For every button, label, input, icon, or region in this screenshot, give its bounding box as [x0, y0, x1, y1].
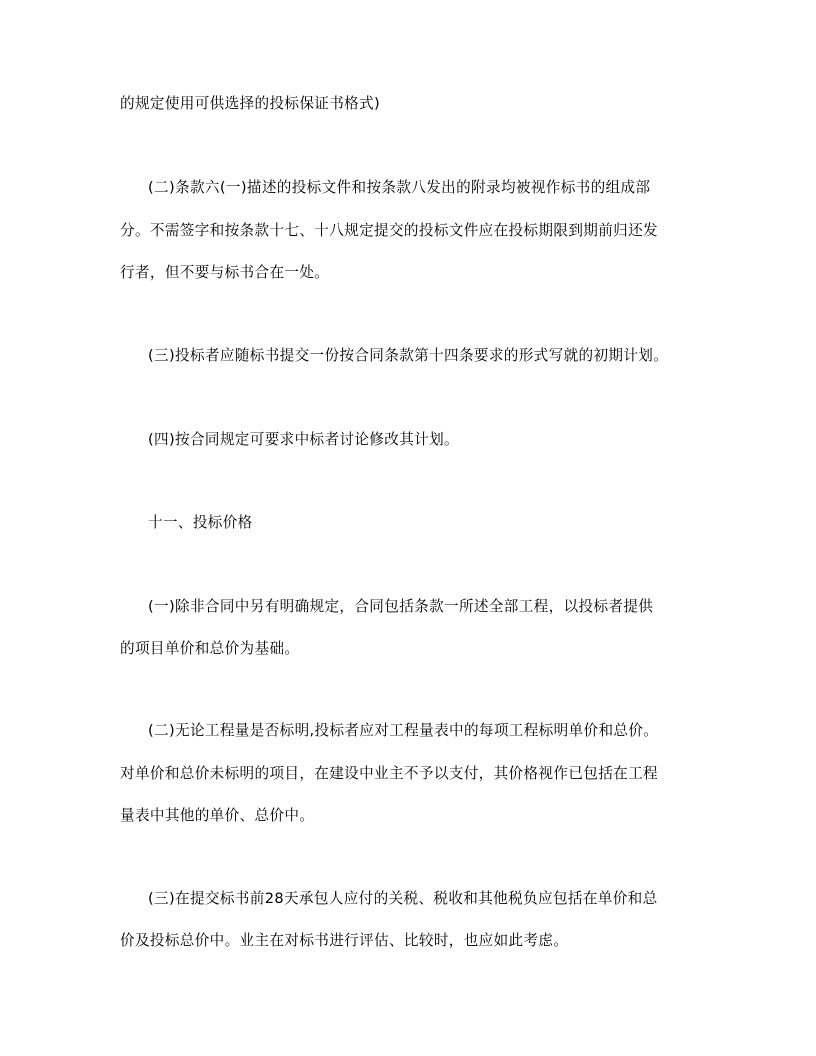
paragraph-line: (四)按合同规定可要求中标者讨论修改其计划。 — [148, 431, 459, 448]
section-heading: 十一、投标价格 — [148, 514, 253, 531]
paragraph-line: (三)投标者应随标书提交一份按合同条款第十四条要求的形式写就的初期计划。 — [148, 347, 669, 364]
paragraph-line: 分。不需签字和按条款十七、十八规定提交的投标文件应在投标期限到期前归还发 — [120, 222, 658, 239]
paragraph-line: 的规定使用可供选择的投标保证书格式) — [120, 95, 381, 112]
paragraph-line: 对单价和总价未标明的项目，在建设中业主不予以支付，其价格视作已包括在工程 — [120, 765, 658, 782]
paragraph-line: 的项目单价和总价为基础。 — [120, 640, 300, 657]
paragraph-line: (二)条款六(一)描述的投标文件和按条款八发出的附录均被视作标书的组成部 — [148, 179, 651, 196]
paragraph-line: 行者，但不要与标书合在一处。 — [120, 264, 330, 281]
paragraph-line: 价及投标总价中。业主在对标书进行评估、比较时，也应如此考虑。 — [120, 932, 569, 949]
paragraph-line: (一)除非合同中另有明确规定，合同包括条款一所述全部工程，以投标者提供 — [148, 598, 654, 615]
paragraph-line: (二)无论工程量是否标明,投标者应对工程量表中的每项工程标明单价和总价。 — [148, 722, 659, 739]
paragraph-line: 量表中其他的单价、总价中。 — [120, 807, 315, 824]
paragraph-line: (三)在提交标书前28天承包人应付的关税、税收和其他税负应包括在单价和总 — [148, 890, 658, 907]
